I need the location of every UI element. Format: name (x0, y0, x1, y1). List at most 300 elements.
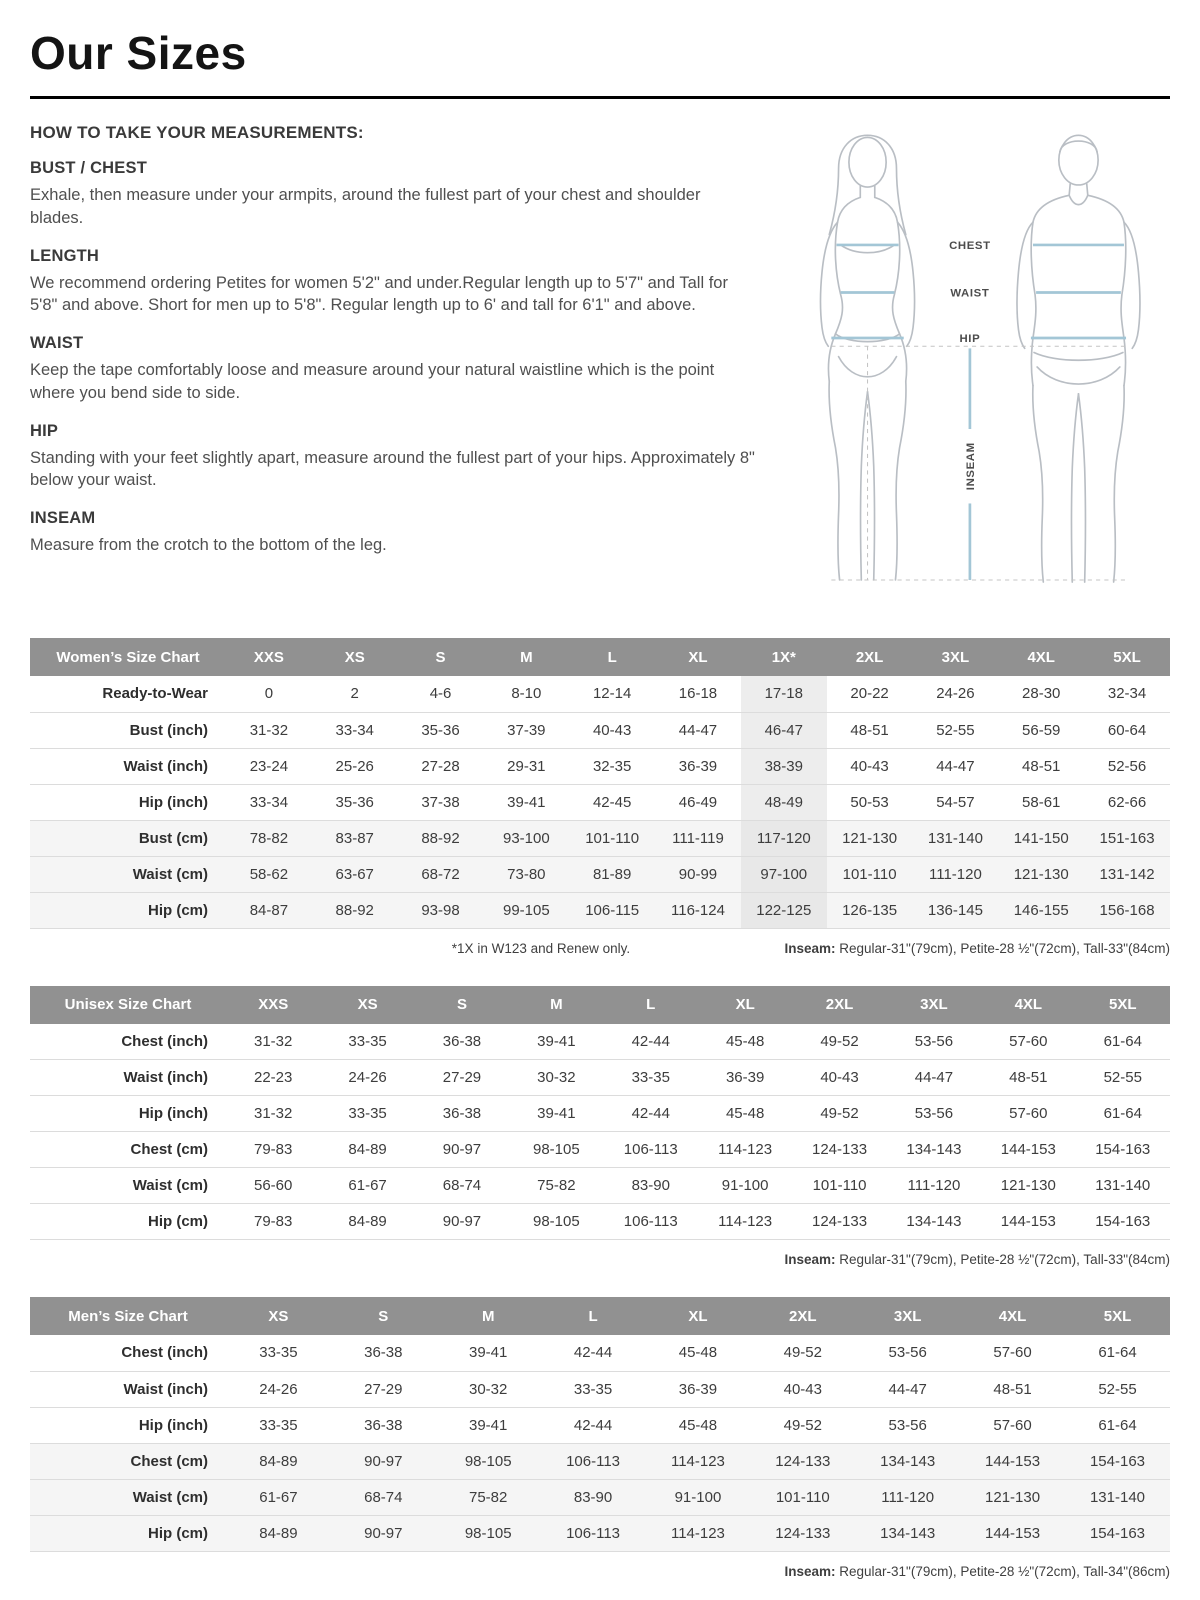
size-cell: 88-92 (312, 892, 398, 928)
size-cell: 106-113 (604, 1132, 698, 1168)
size-cell: 57-60 (981, 1024, 1075, 1060)
size-cell: 101-110 (792, 1168, 886, 1204)
size-cell: 33-35 (541, 1371, 646, 1407)
size-cell: 40-43 (750, 1371, 855, 1407)
size-cell: 52-55 (1065, 1371, 1170, 1407)
column-header: XS (226, 1297, 331, 1335)
column-header: XXS (226, 638, 312, 676)
column-header: M (483, 638, 569, 676)
size-cell: 30-32 (509, 1060, 603, 1096)
size-cell: 30-32 (436, 1371, 541, 1407)
row-label: Bust (cm) (30, 820, 226, 856)
size-cell: 106-113 (541, 1515, 646, 1551)
size-cell: 84-89 (320, 1204, 414, 1240)
size-cell: 0 (226, 676, 312, 712)
size-cell: 27-28 (398, 748, 484, 784)
column-header: 2XL (827, 638, 913, 676)
column-header: XS (312, 638, 398, 676)
table-row (30, 1443, 1170, 1479)
row-label: Waist (cm) (30, 1479, 226, 1515)
column-header: XS (320, 986, 414, 1024)
size-cell: 36-38 (415, 1024, 509, 1060)
size-cell: 134-143 (855, 1443, 960, 1479)
size-cell: 131-140 (1076, 1168, 1170, 1204)
size-cell: 35-36 (312, 784, 398, 820)
row-label: Hip (inch) (30, 784, 226, 820)
size-cell: 53-56 (887, 1024, 981, 1060)
size-cell: 45-48 (646, 1407, 751, 1443)
column-header: XL (698, 986, 792, 1024)
size-cell: 53-56 (887, 1096, 981, 1132)
table-footnote (30, 1252, 1170, 1267)
size-cell: 53-56 (855, 1335, 960, 1371)
size-table (30, 638, 1170, 929)
size-cell: 84-87 (226, 892, 312, 928)
size-cell: 131-142 (1084, 856, 1170, 892)
section-title: INSEAM (30, 509, 96, 528)
size-cell: 16-18 (655, 676, 741, 712)
size-cell: 57-60 (960, 1407, 1065, 1443)
size-cell: 12-14 (569, 676, 655, 712)
section-hip (30, 422, 756, 493)
hip-label: HIP (959, 333, 981, 346)
column-header: XL (655, 638, 741, 676)
size-cell: 111-120 (855, 1479, 960, 1515)
size-cell: 122-125 (741, 892, 827, 928)
row-label: Hip (inch) (30, 1096, 226, 1132)
size-tables (30, 638, 1170, 1579)
column-header: 5XL (1084, 638, 1170, 676)
size-cell: 38-39 (741, 748, 827, 784)
size-cell: 84-89 (226, 1443, 331, 1479)
size-cell: 8-10 (483, 676, 569, 712)
footnote-inseam-label: Inseam: (784, 940, 836, 956)
instructions-heading: HOW TO TAKE YOUR MEASUREMENTS: (30, 123, 364, 142)
size-cell: 40-43 (792, 1060, 886, 1096)
size-cell: 114-123 (698, 1204, 792, 1240)
table-row (30, 1168, 1170, 1204)
size-cell: 17-18 (741, 676, 827, 712)
size-cell: 141-150 (998, 820, 1084, 856)
column-header: XL (646, 1297, 751, 1335)
size-cell: 33-34 (312, 712, 398, 748)
section-text: Keep the tape comfortably loose and measure around your natural waistline which is the point where you bend side to side. (30, 361, 715, 402)
size-cell: 98-105 (436, 1515, 541, 1551)
size-cell: 31-32 (226, 1024, 320, 1060)
section-title: LENGTH (30, 246, 100, 265)
size-cell: 24-26 (226, 1371, 331, 1407)
section-title: WAIST (30, 334, 84, 353)
size-cell: 154-163 (1076, 1132, 1170, 1168)
size-cell: 106-113 (604, 1204, 698, 1240)
size-cell: 46-47 (741, 712, 827, 748)
section-length (30, 247, 756, 318)
size-cell: 121-130 (998, 856, 1084, 892)
size-cell: 54-57 (913, 784, 999, 820)
size-cell: 42-44 (541, 1335, 646, 1371)
size-cell: 45-48 (698, 1096, 792, 1132)
row-label: Chest (cm) (30, 1443, 226, 1479)
size-cell: 146-155 (998, 892, 1084, 928)
size-cell: 131-140 (913, 820, 999, 856)
size-cell: 52-55 (1076, 1060, 1170, 1096)
size-cell: 24-26 (320, 1060, 414, 1096)
section-text: We recommend ordering Petites for women 5'2" and under.Regular length up to 5'7" and Tall for 5'8" and above. Short for men up to 5'8". Regular length up to 6' and tall for 6'1" and above. (30, 273, 728, 315)
inseam-label: INSEAM (965, 442, 978, 491)
size-cell: 40-43 (827, 748, 913, 784)
size-cell: 151-163 (1084, 820, 1170, 856)
column-header: S (398, 638, 484, 676)
size-cell: 33-35 (320, 1096, 414, 1132)
size-cell: 48-51 (827, 712, 913, 748)
section-text: Exhale, then measure under your armpits, around the fullest part of your chest and shoulder blades. (30, 186, 701, 227)
title-divider (30, 96, 1170, 99)
man-figure-outline (1017, 135, 1140, 582)
size-cell: 56-60 (226, 1168, 320, 1204)
column-header: M (436, 1297, 541, 1335)
section-title: HIP (30, 421, 59, 440)
column-header: 4XL (981, 986, 1075, 1024)
size-cell: 90-97 (415, 1132, 509, 1168)
column-header: L (541, 1297, 646, 1335)
size-cell: 114-123 (698, 1132, 792, 1168)
size-cell: 154-163 (1076, 1204, 1170, 1240)
table-row (30, 712, 1170, 748)
table-row (30, 820, 1170, 856)
size-cell: 83-87 (312, 820, 398, 856)
size-cell: 58-61 (998, 784, 1084, 820)
table-row (30, 784, 1170, 820)
column-header: M (509, 986, 603, 1024)
size-cell: 88-92 (398, 820, 484, 856)
size-cell: 61-64 (1076, 1096, 1170, 1132)
size-cell: 27-29 (415, 1060, 509, 1096)
size-cell: 24-26 (913, 676, 999, 712)
footnote-inseam-note (784, 1564, 1170, 1579)
size-cell: 81-89 (569, 856, 655, 892)
size-cell: 61-67 (226, 1479, 331, 1515)
table-row (30, 1371, 1170, 1407)
size-cell: 75-82 (509, 1168, 603, 1204)
size-cell: 154-163 (1065, 1515, 1170, 1551)
measurement-diagram (776, 123, 1170, 616)
section-text: Standing with your feet slightly apart, measure around the fullest part of your hips. Approximately 8" below your waist. (30, 448, 755, 490)
table-row (30, 1515, 1170, 1551)
size-cell: 32-34 (1084, 676, 1170, 712)
row-label: Waist (inch) (30, 748, 226, 784)
size-cell: 124-133 (750, 1443, 855, 1479)
footnote-inseam-text: Regular-31"(79cm), Petite-28 ½"(72cm), Tall-33"(84cm) (835, 1252, 1170, 1267)
footnote-asterisk-note: *1X in W123 and Renew only. (451, 940, 631, 956)
column-header: L (569, 638, 655, 676)
size-cell: 144-153 (960, 1515, 1065, 1551)
size-cell: 22-23 (226, 1060, 320, 1096)
size-cell: 124-133 (792, 1132, 886, 1168)
size-cell: 28-30 (998, 676, 1084, 712)
row-label: Waist (cm) (30, 1168, 226, 1204)
footnote-inseam-note (784, 941, 1170, 956)
size-cell: 75-82 (436, 1479, 541, 1515)
size-cell: 79-83 (226, 1204, 320, 1240)
column-header: XXS (226, 986, 320, 1024)
size-cell: 33-35 (320, 1024, 414, 1060)
size-cell: 57-60 (960, 1335, 1065, 1371)
size-cell: 32-35 (569, 748, 655, 784)
column-header: L (604, 986, 698, 1024)
size-cell: 144-153 (981, 1132, 1075, 1168)
size-cell: 134-143 (887, 1132, 981, 1168)
column-header: 3XL (855, 1297, 960, 1335)
size-cell: 39-41 (509, 1024, 603, 1060)
footnote-inseam-text: Regular-31"(79cm), Petite-28 ½"(72cm), Tall-34"(86cm) (835, 1563, 1170, 1579)
size-cell: 56-59 (998, 712, 1084, 748)
size-cell: 49-52 (792, 1024, 886, 1060)
size-cell: 68-72 (398, 856, 484, 892)
size-cell: 134-143 (887, 1204, 981, 1240)
size-cell: 83-90 (604, 1168, 698, 1204)
size-cell: 33-35 (226, 1407, 331, 1443)
size-cell: 117-120 (741, 820, 827, 856)
size-cell: 91-100 (646, 1479, 751, 1515)
size-cell: 44-47 (655, 712, 741, 748)
size-cell: 111-120 (887, 1168, 981, 1204)
column-header: 2XL (792, 986, 886, 1024)
section-bust-chest (30, 159, 756, 230)
size-cell: 101-110 (750, 1479, 855, 1515)
size-cell: 106-115 (569, 892, 655, 928)
size-cell: 93-100 (483, 820, 569, 856)
column-header: 5XL (1065, 1297, 1170, 1335)
row-label: Bust (inch) (30, 712, 226, 748)
size-cell: 52-55 (913, 712, 999, 748)
size-cell: 4-6 (398, 676, 484, 712)
size-cell: 144-153 (981, 1204, 1075, 1240)
size-cell: 136-145 (913, 892, 999, 928)
size-cell: 33-35 (604, 1060, 698, 1096)
size-cell: 42-44 (541, 1407, 646, 1443)
table-row (30, 856, 1170, 892)
size-cell: 36-38 (331, 1407, 436, 1443)
table-row (30, 1407, 1170, 1443)
size-cell: 42-45 (569, 784, 655, 820)
size-cell: 39-41 (436, 1335, 541, 1371)
table-row (30, 892, 1170, 928)
size-cell: 31-32 (226, 1096, 320, 1132)
size-cell: 29-31 (483, 748, 569, 784)
size-cell: 121-130 (981, 1168, 1075, 1204)
size-cell: 44-47 (913, 748, 999, 784)
table-title: Unisex Size Chart (30, 986, 226, 1024)
size-cell: 23-24 (226, 748, 312, 784)
size-cell: 35-36 (398, 712, 484, 748)
footnote-inseam-label: Inseam: (784, 1563, 836, 1579)
size-cell: 90-99 (655, 856, 741, 892)
size-cell: 50-53 (827, 784, 913, 820)
column-header: S (331, 1297, 436, 1335)
size-cell: 90-97 (415, 1204, 509, 1240)
size-cell: 98-105 (509, 1204, 603, 1240)
row-label: Chest (cm) (30, 1132, 226, 1168)
table-row (30, 1204, 1170, 1240)
size-cell: 68-74 (331, 1479, 436, 1515)
row-label: Chest (inch) (30, 1024, 226, 1060)
size-cell: 42-44 (604, 1024, 698, 1060)
size-cell: 36-39 (655, 748, 741, 784)
size-cell: 101-110 (569, 820, 655, 856)
table-header-row (30, 986, 1170, 1024)
size-cell: 114-123 (646, 1443, 751, 1479)
size-cell: 98-105 (436, 1443, 541, 1479)
row-label: Hip (cm) (30, 1204, 226, 1240)
column-header: 5XL (1076, 986, 1170, 1024)
size-table (30, 1297, 1170, 1552)
size-cell: 116-124 (655, 892, 741, 928)
size-cell: 73-80 (483, 856, 569, 892)
size-cell: 57-60 (981, 1096, 1075, 1132)
size-cell: 101-110 (827, 856, 913, 892)
footnote-inseam-text: Regular-31"(79cm), Petite-28 ½"(72cm), Tall-33"(84cm) (835, 940, 1170, 956)
size-cell: 37-38 (398, 784, 484, 820)
size-cell: 121-130 (827, 820, 913, 856)
size-cell: 62-66 (1084, 784, 1170, 820)
size-cell: 48-51 (998, 748, 1084, 784)
size-cell: 79-83 (226, 1132, 320, 1168)
size-cell: 114-123 (646, 1515, 751, 1551)
size-cell: 44-47 (855, 1371, 960, 1407)
size-cell: 131-140 (1065, 1479, 1170, 1515)
size-cell: 49-52 (792, 1096, 886, 1132)
section-waist (30, 334, 756, 405)
size-cell: 144-153 (960, 1443, 1065, 1479)
size-cell: 52-56 (1084, 748, 1170, 784)
table-row (30, 1024, 1170, 1060)
size-cell: 106-113 (541, 1443, 646, 1479)
size-cell: 36-39 (646, 1371, 751, 1407)
size-cell: 36-39 (698, 1060, 792, 1096)
row-label: Hip (inch) (30, 1407, 226, 1443)
row-label: Waist (inch) (30, 1371, 226, 1407)
table-title: Women’s Size Chart (30, 638, 226, 676)
column-header: S (415, 986, 509, 1024)
table-row (30, 1335, 1170, 1371)
size-cell: 61-64 (1076, 1024, 1170, 1060)
table-header-row (30, 638, 1170, 676)
row-label: Waist (cm) (30, 856, 226, 892)
section-title: BUST / CHEST (30, 159, 147, 177)
size-cell: 42-44 (604, 1096, 698, 1132)
size-cell: 134-143 (855, 1515, 960, 1551)
table-footnote (30, 1564, 1170, 1579)
size-cell: 53-56 (855, 1407, 960, 1443)
section-text: Measure from the crotch to the bottom of the leg. (30, 536, 387, 555)
column-header: 1X* (741, 638, 827, 676)
table-title: Men’s Size Chart (30, 1297, 226, 1335)
size-cell: 98-105 (509, 1132, 603, 1168)
row-label: Ready-to-Wear (30, 676, 226, 712)
size-cell: 36-38 (331, 1335, 436, 1371)
row-label: Hip (cm) (30, 892, 226, 928)
size-cell: 58-62 (226, 856, 312, 892)
size-cell: 49-52 (750, 1335, 855, 1371)
size-cell: 45-48 (698, 1024, 792, 1060)
table-row (30, 1096, 1170, 1132)
size-cell: 48-51 (981, 1060, 1075, 1096)
table-header-row (30, 1297, 1170, 1335)
column-header: 4XL (998, 638, 1084, 676)
size-cell: 48-51 (960, 1371, 1065, 1407)
size-cell: 61-64 (1065, 1335, 1170, 1371)
size-cell: 90-97 (331, 1515, 436, 1551)
size-cell: 40-43 (569, 712, 655, 748)
size-cell: 2 (312, 676, 398, 712)
size-cell: 36-38 (415, 1096, 509, 1132)
size-cell: 20-22 (827, 676, 913, 712)
size-cell: 33-35 (226, 1335, 331, 1371)
table-footnote (30, 941, 1170, 956)
size-cell: 37-39 (483, 712, 569, 748)
size-cell: 61-64 (1065, 1407, 1170, 1443)
chest-label: CHEST (949, 240, 991, 253)
size-cell: 91-100 (698, 1168, 792, 1204)
table-row (30, 1132, 1170, 1168)
size-cell: 49-52 (750, 1407, 855, 1443)
size-cell: 60-64 (1084, 712, 1170, 748)
size-cell: 99-105 (483, 892, 569, 928)
size-cell: 63-67 (312, 856, 398, 892)
size-cell: 126-135 (827, 892, 913, 928)
size-cell: 25-26 (312, 748, 398, 784)
row-label: Hip (cm) (30, 1515, 226, 1551)
footnote-inseam-note (784, 1252, 1170, 1267)
size-cell: 39-41 (436, 1407, 541, 1443)
size-cell: 121-130 (960, 1479, 1065, 1515)
size-cell: 111-119 (655, 820, 741, 856)
measurement-guide (30, 123, 1170, 616)
size-cell: 78-82 (226, 820, 312, 856)
body-figures-illustration (776, 125, 1170, 611)
column-header: 3XL (887, 986, 981, 1024)
table-row (30, 676, 1170, 712)
size-cell: 93-98 (398, 892, 484, 928)
column-header: 3XL (913, 638, 999, 676)
size-cell: 61-67 (320, 1168, 414, 1204)
size-cell: 90-97 (331, 1443, 436, 1479)
size-cell: 156-168 (1084, 892, 1170, 928)
size-cell: 97-100 (741, 856, 827, 892)
size-cell: 111-120 (913, 856, 999, 892)
size-cell: 27-29 (331, 1371, 436, 1407)
size-cell: 46-49 (655, 784, 741, 820)
waist-label: WAIST (950, 287, 990, 300)
row-label: Waist (inch) (30, 1060, 226, 1096)
size-cell: 39-41 (483, 784, 569, 820)
size-cell: 124-133 (792, 1204, 886, 1240)
size-cell: 45-48 (646, 1335, 751, 1371)
page-title: Our Sizes (30, 27, 247, 79)
size-cell: 44-47 (887, 1060, 981, 1096)
size-cell: 154-163 (1065, 1443, 1170, 1479)
footnote-inseam-label: Inseam: (784, 1252, 836, 1267)
column-header: 4XL (960, 1297, 1065, 1335)
size-cell: 84-89 (226, 1515, 331, 1551)
table-row (30, 1060, 1170, 1096)
size-cell: 39-41 (509, 1096, 603, 1132)
size-table (30, 986, 1170, 1241)
column-header: 2XL (750, 1297, 855, 1335)
size-cell: 83-90 (541, 1479, 646, 1515)
table-row (30, 1479, 1170, 1515)
row-label: Chest (inch) (30, 1335, 226, 1371)
